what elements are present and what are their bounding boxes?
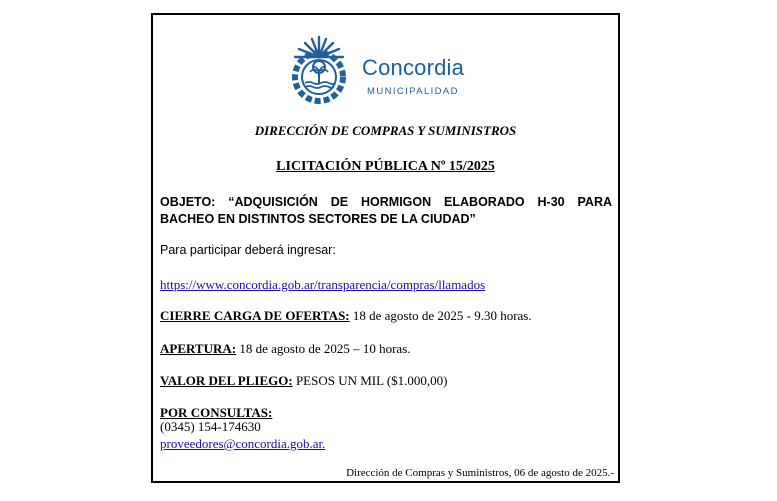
- queries-label: POR CONSULTAS:: [160, 405, 273, 420]
- closing-label: CIERRE CARGA DE OFERTAS:: [160, 308, 350, 323]
- contact-phone: (0345) 154-174630: [160, 419, 261, 434]
- document-frame: [151, 13, 620, 483]
- department-heading: DIRECCIÓN DE COMPRAS Y SUMINISTROS: [254, 123, 517, 138]
- closing-value: 18 de agosto de 2025 - 9.30 horas.: [349, 308, 532, 323]
- opening-label: APERTURA:: [160, 341, 237, 356]
- price-label: VALOR DEL PLIEGO:: [160, 373, 293, 388]
- opening-row: [160, 341, 411, 357]
- participate-instruction: Para participar deberá ingresar:: [160, 243, 336, 257]
- logo-subtitle: MUNICIPALIDAD: [367, 86, 459, 97]
- tender-link[interactable]: https://www.concordia.gob.ar/transparencia/compras/llamados: [160, 277, 486, 292]
- concordia-sun-gear-emblem-icon: [283, 31, 355, 107]
- contact-email-link[interactable]: proveedores@concordia.gob.ar.: [160, 436, 326, 451]
- document-footer: Dirección de Compras y Suministros, 06 de agosto de 2025.-: [346, 467, 614, 479]
- municipal-logo: [283, 31, 473, 107]
- tender-object: OBJETO: “ADQUISICIÓN DE HORMIGON ELABORADO H-30 PARA BACHEO EN DISTINTOS SECTORES DE LA CIUDAD”: [160, 195, 612, 226]
- logo-name: Concordia: [362, 55, 465, 80]
- price-row: [160, 373, 448, 389]
- closing-row: [160, 308, 532, 324]
- tender-title: LICITACIÓN PÚBLICA Nº 15/2025: [276, 159, 495, 174]
- price-value: PESOS UN MIL ($1.000,00): [292, 373, 448, 388]
- opening-value: 18 de agosto de 2025 – 10 horas.: [236, 341, 411, 356]
